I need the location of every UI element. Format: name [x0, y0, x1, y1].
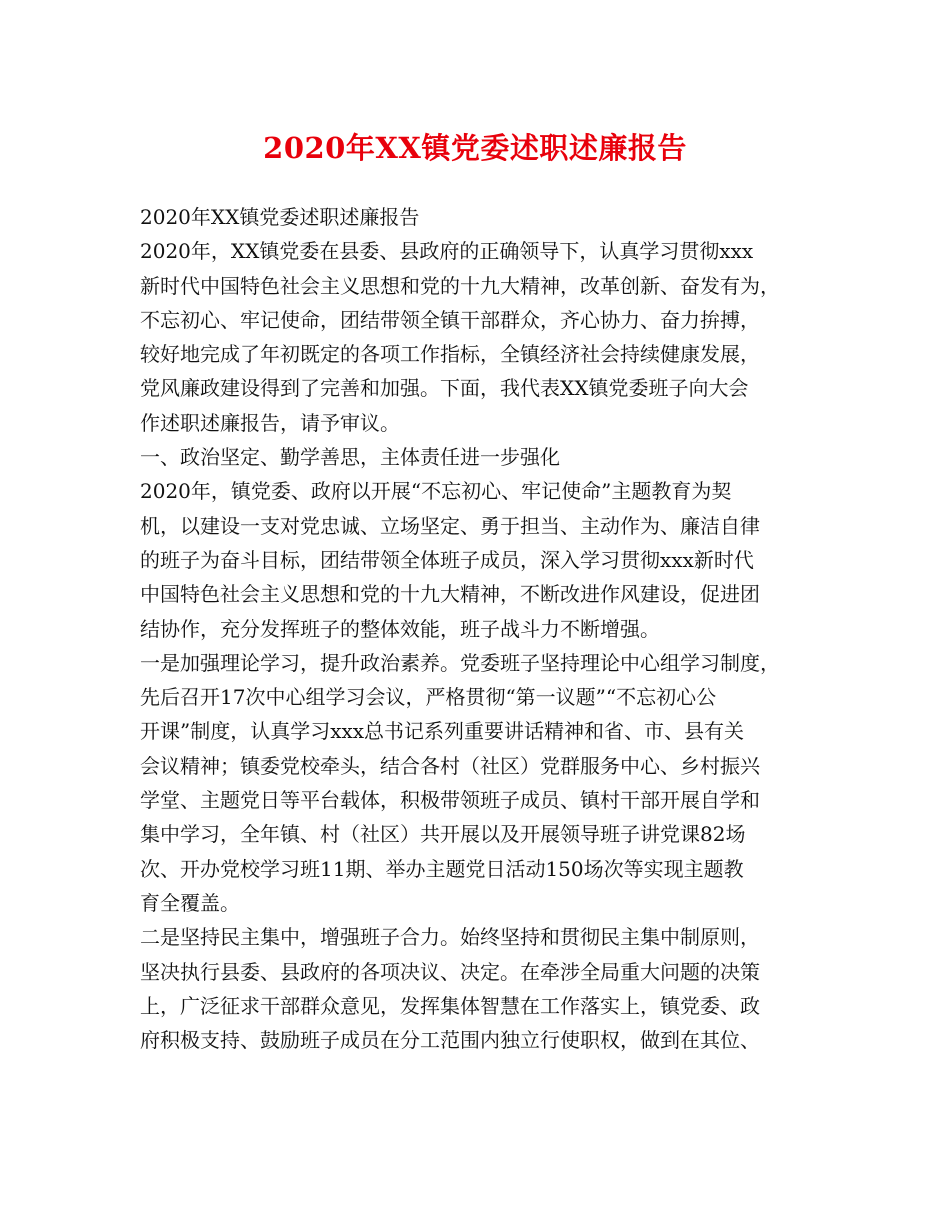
body-line: 机，以建设一支对党忠诚、立场坚定、勇于担当、主动作为、廉洁自律: [140, 513, 760, 538]
body-line: 新时代中国特色社会主义思想和党的十九大精神，改革创新、奋发有为，: [140, 273, 780, 298]
body-line: 2020年XX镇党委述职述廉报告: [140, 205, 420, 229]
body-line: 党风廉政建设得到了完善和加强。下面，我代表XX镇党委班子向大会: [140, 376, 749, 401]
body-line: 2020年，镇党委、政府以开展“不忘初心、牢记使命”主题教育为契: [140, 479, 732, 504]
body-line: 结协作，充分发挥班子的整体效能，班子战斗力不断增强。: [140, 616, 660, 641]
document-body: [140, 200, 830, 1057]
body-line: 次、开办党校学习班11期、举办主题党日活动150场次等实现主题教: [140, 856, 744, 881]
body-line: 2020年，XX镇党委在县委、县政府的正确领导下，认真学习贯彻xxx: [140, 239, 754, 264]
document-title: 2020年XX镇党委述职述廉报告: [263, 131, 687, 165]
body-line: 府积极支持、鼓励班子成员在分工范围内独立行使职权，做到在其位、: [140, 1028, 760, 1053]
body-line: 作述职述廉报告，请予审议。: [140, 410, 400, 435]
body-line: 会议精神；镇委党校牵头，结合各村（社区）党群服务中心、乡村振兴: [140, 753, 760, 778]
body-line: 集中学习，全年镇、村（社区）共开展以及开展领导班子讲党课82场: [140, 822, 746, 847]
body-line: 先后召开17次中心组学习会议，严格贯彻“第一议题”“不忘初心公: [140, 685, 717, 710]
body-line: 上，广泛征求干部群众意见，发挥集体智慧在工作落实上，镇党委、政: [140, 993, 760, 1018]
body-line: 较好地完成了年初既定的各项工作指标，全镇经济社会持续健康发展，: [140, 342, 760, 367]
body-line: 开课”制度，认真学习xxx总书记系列重要讲话精神和省、市、县有关: [140, 719, 745, 744]
body-line: 坚决执行县委、县政府的各项决议、决定。在牵涉全局重大问题的决策: [140, 959, 760, 984]
body-line: 二是坚持民主集中，增强班子合力。始终坚持和贯彻民主集中制原则，: [140, 925, 760, 950]
body-line: 一是加强理论学习，提升政治素养。党委班子坚持理论中心组学习制度，: [140, 650, 780, 675]
body-line: 不忘初心、牢记使命，团结带领全镇干部群众，齐心协力、奋力拚搏，: [140, 307, 760, 332]
body-line: 育全覆盖。: [140, 890, 240, 915]
body-line: 学堂、主题党日等平台载体，积极带领班子成员、镇村干部开展自学和: [140, 788, 760, 813]
body-line: 中国特色社会主义思想和党的十九大精神，不断改进作风建设，促进团: [140, 582, 760, 607]
body-line: 的班子为奋斗目标，团结带领全体班子成员，深入学习贯彻xxx新时代: [140, 547, 754, 572]
section-heading: 一、政治坚定、勤学善思，主体责任进一步强化: [140, 445, 560, 470]
